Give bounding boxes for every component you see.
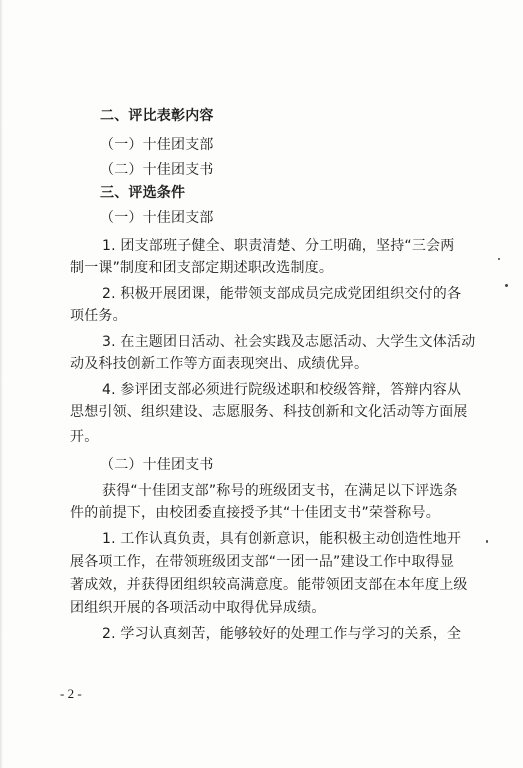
- paragraph-line: 4. 参评团支部必须进行院级述职和校级答辩，答辩内容从: [102, 382, 462, 398]
- paragraph-line: 展各项工作，在带领班级团支部“一团一品”建设工作中取得显: [70, 554, 455, 570]
- paragraph-line: 2. 积极开展团课，能带领支部成员完成党团组织交付的各: [102, 286, 462, 302]
- paragraph-line: 件的前提下，由校团委直接授予其“十佳团支书”荣誉称号。: [70, 505, 440, 521]
- subheading-criteria-1: （一）十佳团支部: [100, 210, 214, 226]
- subheading-item-2: （二）十佳团支书: [100, 162, 214, 178]
- paragraph-line: 制一课”制度和团支部定期述职改选制度。: [70, 260, 334, 276]
- paragraph-line: 1. 工作认真负责，具有创新意识，能积极主动创造性地开: [102, 531, 462, 547]
- paragraph-line: 项任务。: [70, 308, 127, 324]
- page-number: - 2 -: [60, 686, 82, 701]
- heading-section-2: 二、评比表彰内容: [100, 108, 214, 124]
- paragraph-line: 2. 学习认真刻苦，能够较好的处理工作与学习的关系，全: [102, 626, 462, 642]
- paragraph-line: 团组织开展的各项活动中取得优异成绩。: [70, 600, 326, 616]
- scan-speck: [498, 258, 500, 260]
- paragraph-line: 思想引领、组织建设、志愿服务、科技创新和文化活动等方面展: [70, 404, 468, 420]
- paragraph-line: 获得“十佳团支部”称号的班级团支书，在满足以下评选条: [102, 483, 458, 499]
- scan-edge-shadow: [0, 0, 3, 768]
- subheading-item-1: （一）十佳团支部: [100, 137, 214, 153]
- scan-speck: [486, 540, 488, 543]
- paragraph-line: 1. 团支部班子健全、职责清楚、分工明确，坚持“三会两: [102, 238, 455, 254]
- heading-section-3: 三、评选条件: [100, 185, 186, 201]
- paragraph-line: 著成效，并获得团组织较高满意度。能带领团支部在本年度上级: [70, 577, 468, 593]
- scan-speck: [505, 284, 508, 287]
- paragraph-line: 开。: [70, 429, 99, 445]
- subheading-criteria-2: （二）十佳团支书: [100, 457, 214, 473]
- paragraph-line: 3. 在主题团日活动、社会实践及志愿活动、大学生文体活动: [102, 334, 476, 350]
- paragraph-line: 动及科技创新工作等方面表现突出、成绩优异。: [70, 356, 369, 372]
